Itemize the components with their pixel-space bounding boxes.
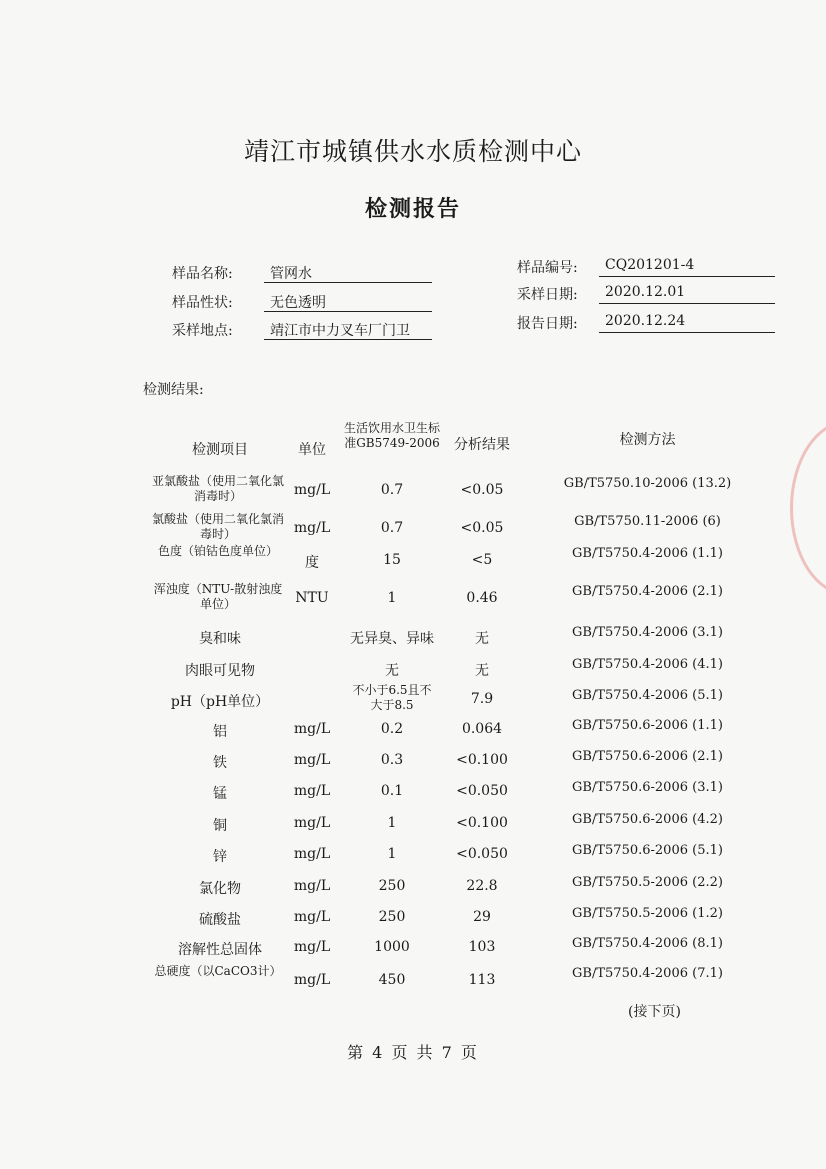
item-cell: 臭和味 (199, 631, 241, 647)
report-date-label: 报告日期: (517, 316, 578, 332)
result-cell: 22.8 (466, 878, 498, 894)
method-cell: GB/T5750.6-2006 (1.1) (572, 718, 723, 733)
method-cell: GB/T5750.6-2006 (2.1) (572, 749, 723, 764)
unit-cell: mg/L (293, 972, 331, 988)
sampling-date-value: 2020.12.01 (599, 284, 775, 304)
method-cell: GB/T5750.10-2006 (13.2) (563, 476, 732, 491)
method-cell: GB/T5750.4-2006 (4.1) (572, 657, 723, 672)
method-cell: GB/T5750.4-2006 (8.1) (572, 936, 723, 951)
standard-cell: 0.2 (380, 721, 404, 737)
sample-number-value: CQ201201-4 (599, 257, 775, 277)
sample-name-field (172, 263, 432, 285)
results-section-label: 检测结果: (143, 382, 204, 398)
item-cell: 锰 (213, 786, 227, 802)
method-cell: GB/T5750.4-2006 (1.1) (572, 546, 723, 561)
result-cell: 无 (475, 631, 489, 647)
sampling-date-label: 采样日期: (517, 287, 578, 303)
organization-title: 靖江市城镇供水水质检测中心 (243, 137, 582, 166)
standard-cell: 1000 (374, 939, 410, 955)
result-cell: 无 (475, 663, 489, 679)
result-cell: <0.050 (456, 783, 508, 799)
sample-property-label: 样品性状: (172, 295, 233, 311)
method-cell: GB/T5750.6-2006 (3.1) (572, 780, 723, 795)
item-cell: 浑浊度（NTU-散射浊度单位） (153, 582, 283, 611)
header-unit: 单位 (298, 442, 326, 458)
sample-property-value: 无色透明 (264, 292, 432, 312)
sample-property-field (172, 292, 432, 314)
result-cell: 7.9 (470, 691, 494, 707)
item-cell: 溶解性总固体 (178, 942, 262, 958)
method-cell: GB/T5750.5-2006 (2.2) (572, 875, 723, 890)
continued-note: (接下页) (628, 1004, 681, 1020)
sample-number-label: 样品编号: (517, 260, 578, 276)
standard-cell: 450 (378, 972, 406, 988)
unit-cell: mg/L (293, 909, 331, 925)
report-date-value: 2020.12.24 (599, 313, 775, 333)
header-standard: 生活饮用水卫生标准GB5749-2006 (344, 421, 441, 450)
sampling-location-label: 采样地点: (172, 323, 233, 339)
standard-cell: 1 (387, 846, 397, 862)
unit-cell: mg/L (293, 783, 331, 799)
method-cell: GB/T5750.11-2006 (6) (574, 514, 721, 529)
sample-name-label: 样品名称: (172, 266, 233, 282)
result-cell: <0.05 (460, 482, 504, 498)
standard-cell: 250 (378, 878, 406, 894)
standard-cell: 15 (383, 552, 401, 568)
sampling-location-value: 靖江市中力叉车厂门卫 (264, 320, 432, 340)
standard-cell: 250 (378, 909, 406, 925)
method-cell: GB/T5750.4-2006 (5.1) (572, 688, 723, 703)
item-cell: 肉眼可见物 (185, 663, 255, 679)
item-cell: 总硬度（以CaCO3计） (154, 964, 282, 978)
standard-cell: 无异臭、异味 (350, 631, 434, 647)
standard-cell: 不小于6.5且不大于8.5 (352, 683, 432, 712)
item-cell: 铝 (213, 724, 227, 740)
report-date-field (517, 313, 777, 335)
method-cell: GB/T5750.6-2006 (5.1) (572, 843, 723, 858)
item-cell: 亚氯酸盐（使用二氧化氯消毒时） (152, 474, 285, 503)
unit-cell: mg/L (293, 752, 331, 768)
standard-cell: 0.1 (380, 783, 404, 799)
header-item: 检测项目 (192, 442, 248, 458)
unit-cell: mg/L (293, 721, 331, 737)
page-number: 第 4 页 共 7 页 (347, 1043, 479, 1062)
sample-name-value: 管网水 (264, 263, 432, 283)
method-cell: GB/T5750.4-2006 (2.1) (572, 584, 723, 599)
item-cell: pH（pH单位） (170, 694, 270, 710)
unit-cell: mg/L (293, 815, 331, 831)
item-cell: 氯酸盐（使用二氧化氯消毒时） (152, 512, 285, 541)
result-cell: <0.100 (456, 752, 508, 768)
standard-cell: 1 (387, 590, 397, 606)
standard-cell: 0.7 (380, 482, 404, 498)
result-cell: 0.064 (461, 721, 503, 737)
result-cell: <5 (471, 552, 493, 568)
method-cell: GB/T5750.5-2006 (1.2) (572, 906, 723, 921)
standard-cell: 无 (385, 663, 399, 679)
result-cell: 113 (468, 972, 496, 988)
method-cell: GB/T5750.4-2006 (7.1) (572, 966, 723, 981)
item-cell: 铁 (213, 755, 227, 771)
unit-cell: 度 (305, 555, 319, 571)
sampling-location-field (172, 320, 432, 342)
result-cell: 103 (468, 939, 496, 955)
method-cell: GB/T5750.6-2006 (4.2) (572, 812, 723, 827)
method-cell: GB/T5750.4-2006 (3.1) (572, 625, 723, 640)
result-cell: <0.100 (456, 815, 508, 831)
sample-number-field (517, 257, 777, 279)
unit-cell: mg/L (293, 846, 331, 862)
item-cell: 锌 (213, 849, 227, 865)
unit-cell: mg/L (293, 482, 331, 498)
standard-cell: 0.3 (380, 752, 404, 768)
item-cell: 硫酸盐 (199, 912, 241, 928)
sampling-date-field (517, 284, 777, 306)
item-cell: 铜 (213, 818, 227, 834)
item-cell: 色度（铂钴色度单位） (157, 544, 278, 558)
red-stamp-seal (790, 420, 826, 596)
unit-cell: NTU (295, 590, 329, 606)
result-cell: 0.46 (466, 590, 498, 606)
header-result: 分析结果 (454, 437, 510, 453)
result-cell: <0.050 (456, 846, 508, 862)
result-cell: 29 (473, 909, 491, 925)
header-method: 检测方法 (619, 432, 676, 448)
unit-cell: mg/L (293, 520, 331, 536)
result-cell: <0.05 (460, 520, 504, 536)
standard-cell: 0.7 (380, 520, 404, 536)
report-title: 检测报告 (364, 196, 461, 222)
unit-cell: mg/L (293, 939, 331, 955)
standard-cell: 1 (387, 815, 397, 831)
item-cell: 氯化物 (199, 881, 241, 897)
unit-cell: mg/L (293, 878, 331, 894)
